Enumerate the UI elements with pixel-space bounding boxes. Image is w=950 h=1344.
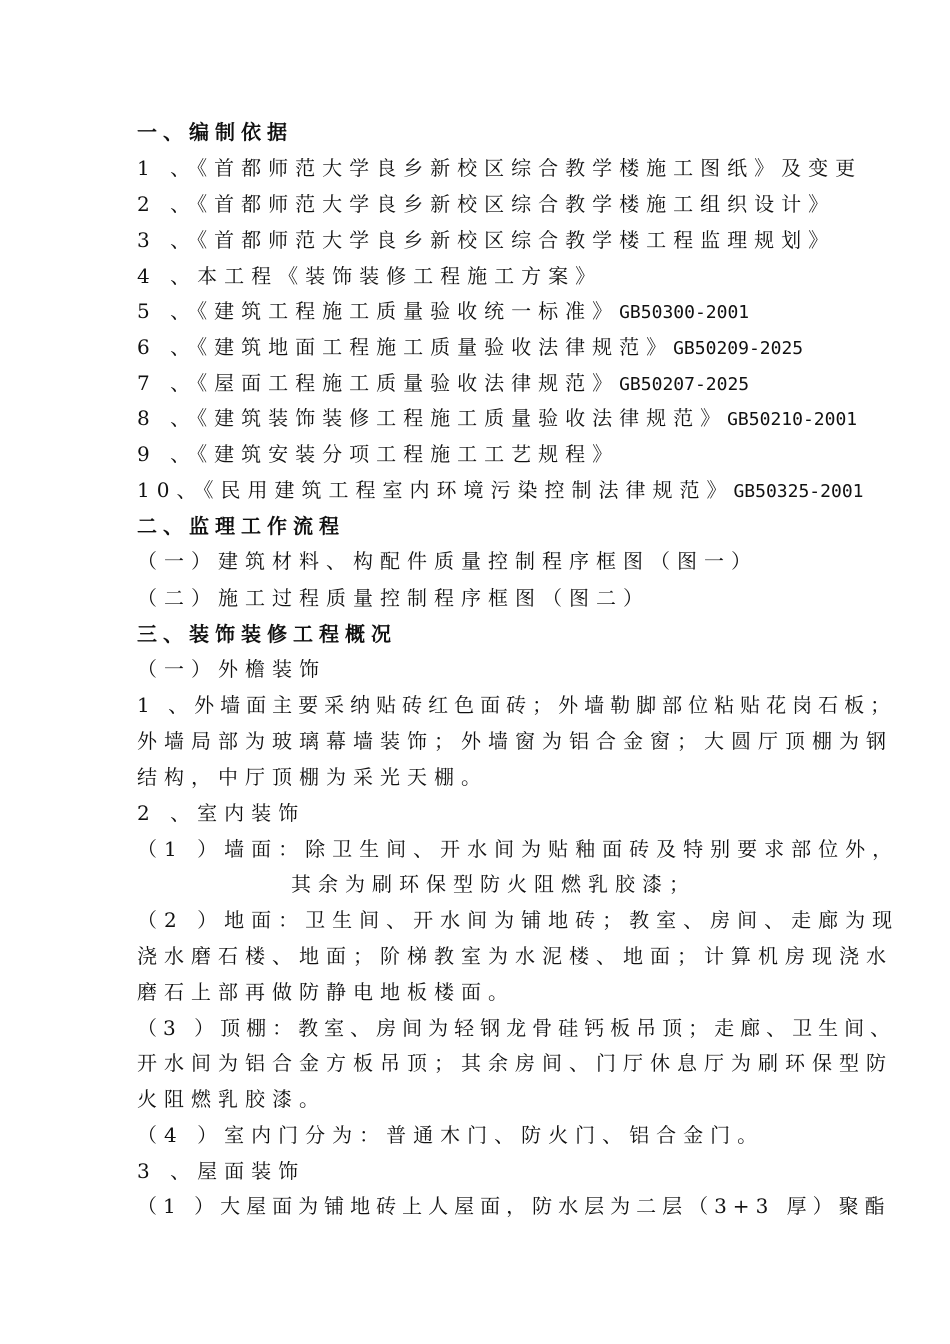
item-text: 《建筑工程施工质量验收统一标准》: [197, 299, 620, 323]
item-number: 5 、: [137, 299, 198, 323]
paragraph-line: （2 ）地面：卫生间、开水间为铺地砖；教室、房间、走廊为现: [137, 908, 900, 932]
list-item: [137, 263, 602, 289]
item-text: 《首都师范大学良乡新校区综合教学楼施工图纸》及变更: [197, 156, 863, 180]
paragraph-line: （一）建筑材料、构配件质量控制程序框图（图一）: [137, 549, 758, 573]
paragraph-line: （4 ）室内门分为：普通木门、防火门、铝合金门。: [137, 1123, 765, 1147]
paragraph-line: （二）施工过程质量控制程序框图（图二）: [137, 586, 650, 610]
item-text: 《建筑地面工程施工质量验收法律规范》: [197, 335, 674, 359]
section-heading-overview: 三、装饰装修工程概况: [137, 622, 397, 646]
item-number: 4 、: [137, 264, 198, 288]
paragraph-line: 其余为刷环保型防火阻燃乳胶漆；: [291, 872, 696, 896]
list-item: [137, 298, 749, 326]
paragraph-line: 开水间为铝合金方板吊顶；其余房间、门厅休息厅为刷环保型防: [137, 1051, 893, 1075]
item-text: 《首都师范大学良乡新校区综合教学楼施工组织设计》: [197, 192, 836, 216]
item-number: 7 、: [137, 371, 198, 395]
paragraph-line: 磨石上部再做防静电地板楼面。: [137, 980, 515, 1004]
paragraph-line: （3 ）顶棚：教室、房间为轻钢龙骨硅钙板吊顶；走廊、卫生间、: [137, 1016, 897, 1040]
list-item: [137, 227, 835, 253]
list-item: [137, 334, 803, 362]
list-item: [137, 155, 862, 181]
standard-code: GB50300-2001: [619, 302, 750, 323]
standard-code: GB50210-2001: [727, 409, 858, 430]
item-number: 6 、: [137, 335, 198, 359]
item-number: 8 、: [137, 406, 198, 430]
list-item: [137, 191, 835, 217]
paragraph-line: 火阻燃乳胶漆。: [137, 1087, 326, 1111]
item-text: 《建筑装饰装修工程施工质量验收法律规范》: [197, 406, 728, 430]
item-number: 3 、: [137, 228, 198, 252]
item-text: 《屋面工程施工质量验收法律规范》: [197, 371, 620, 395]
item-number: 1 、: [137, 156, 198, 180]
item-text: 《民用建筑工程室内环境污染控制法律规范》: [203, 478, 734, 502]
paragraph-line: （1 ）大屋面为铺地砖上人屋面，防水层为二层（3+3 厚）聚酯: [137, 1194, 891, 1218]
standard-code: GB50325-2001: [733, 481, 864, 502]
standard-code: GB50207-2025: [619, 374, 750, 395]
list-item: [137, 477, 864, 505]
paragraph-line: 浇水磨石楼、地面；阶梯教室为水泥楼、地面；计算机房现浇水: [137, 944, 893, 968]
list-item: [137, 441, 619, 467]
standard-code: GB50209-2025: [673, 338, 804, 359]
item-number: 10、: [137, 478, 204, 502]
item-text: 《首都师范大学良乡新校区综合教学楼工程监理规划》: [197, 228, 836, 252]
paragraph-line: 3 、屋面装饰: [137, 1159, 306, 1183]
paragraph-line: 1 、外墙面主要采纳贴砖红色面砖；外墙勒脚部位粘贴花岗石板；: [137, 693, 897, 717]
paragraph-line: （1 ）墙面：除卫生间、开水间为贴釉面砖及特别要求部位外，: [137, 837, 900, 861]
paragraph-line: （一）外檐装饰: [137, 657, 326, 681]
list-item: [137, 405, 857, 433]
section-heading-basis: 一、编制依据: [137, 120, 293, 144]
paragraph-line: 结构，中厅顶棚为采光天棚。: [137, 765, 488, 789]
paragraph-line: 2 、室内装饰: [137, 801, 306, 825]
item-text: 本工程《装饰装修工程施工方案》: [197, 264, 603, 288]
item-number: 2 、: [137, 192, 198, 216]
section-heading-workflow: 二、监理工作流程: [137, 514, 345, 538]
list-item: [137, 370, 749, 398]
item-number: 9 、: [137, 442, 198, 466]
item-text: 《建筑安装分项工程施工工艺规程》: [197, 442, 620, 466]
paragraph-line: 外墙局部为玻璃幕墙装饰；外墙窗为铝合金窗；大圆厅顶棚为钢: [137, 729, 893, 753]
